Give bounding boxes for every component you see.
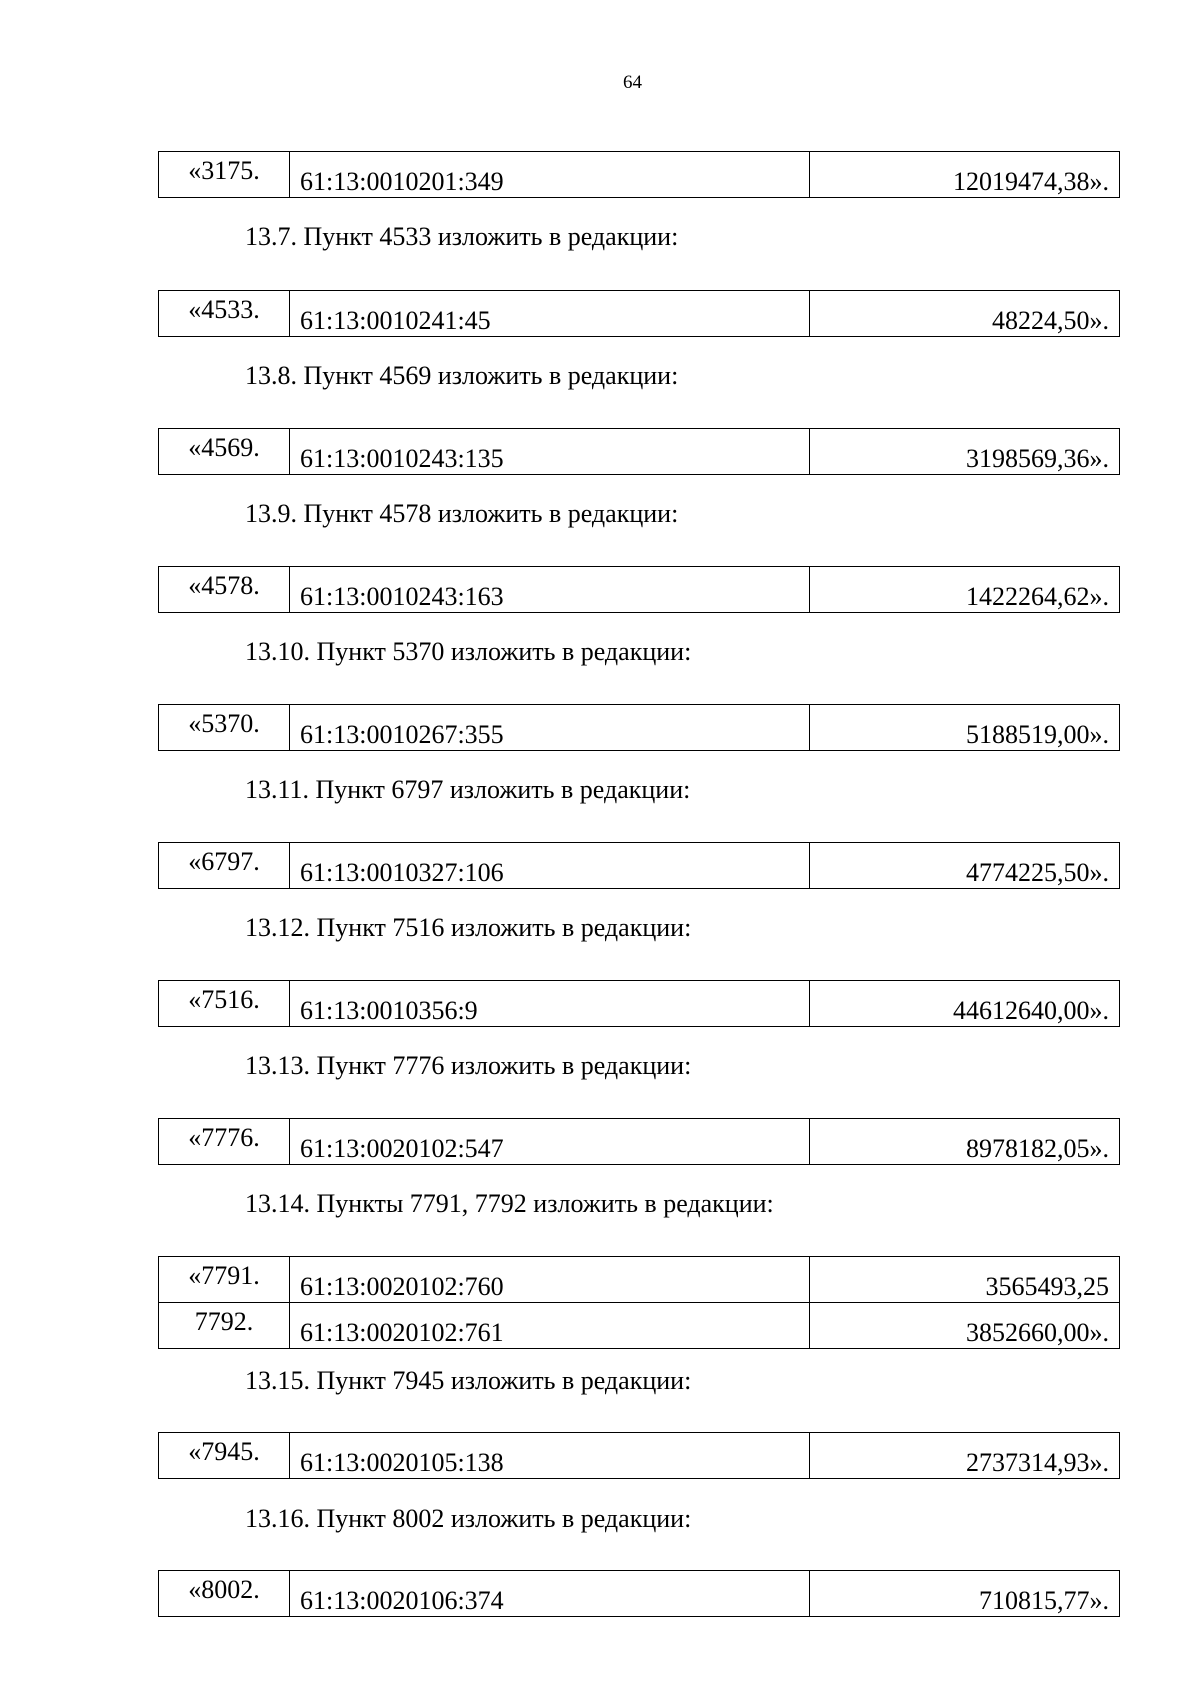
table-row bbox=[159, 1257, 1120, 1303]
cadastral-value-cell: 3198569,36». bbox=[810, 429, 1120, 475]
item-number-cell: «7516. bbox=[159, 981, 290, 1027]
table-row bbox=[159, 567, 1120, 613]
amendment-table bbox=[158, 704, 1120, 751]
table-row bbox=[159, 843, 1120, 889]
item-number-cell: «7945. bbox=[159, 1433, 290, 1479]
table-row bbox=[159, 1303, 1120, 1349]
amendment-heading: 13.9. Пункт 4578 изложить в редакции: bbox=[245, 499, 679, 528]
amendment-heading: 13.15. Пункт 7945 изложить в редакции: bbox=[245, 1366, 692, 1395]
amendment-table bbox=[158, 1118, 1120, 1165]
cadastral-value-cell: 710815,77». bbox=[810, 1571, 1120, 1617]
cadastral-number-cell: 61:13:0020102:760 bbox=[290, 1257, 810, 1303]
page-number: 64 bbox=[623, 72, 642, 93]
cadastral-value-cell: 44612640,00». bbox=[810, 981, 1120, 1027]
cadastral-number-cell: 61:13:0010243:163 bbox=[290, 567, 810, 613]
item-number-cell: «7776. bbox=[159, 1119, 290, 1165]
cadastral-number-cell: 61:13:0020105:138 bbox=[290, 1433, 810, 1479]
cadastral-value-cell: 5188519,00». bbox=[810, 705, 1120, 751]
amendment-heading: 13.7. Пункт 4533 изложить в редакции: bbox=[245, 222, 679, 251]
amendment-table bbox=[158, 1570, 1120, 1617]
cadastral-value-cell: 3852660,00». bbox=[810, 1303, 1120, 1349]
amendment-heading: 13.13. Пункт 7776 изложить в редакции: bbox=[245, 1051, 692, 1080]
amendment-heading: 13.8. Пункт 4569 изложить в редакции: bbox=[245, 361, 679, 390]
item-number-cell: «7791. bbox=[159, 1257, 290, 1303]
table-row bbox=[159, 152, 1120, 198]
item-number-cell: «8002. bbox=[159, 1571, 290, 1617]
amendment-table bbox=[158, 290, 1120, 337]
cadastral-number-cell: 61:13:0010241:45 bbox=[290, 291, 810, 337]
cadastral-number-cell: 61:13:0020102:761 bbox=[290, 1303, 810, 1349]
item-number-cell: «4578. bbox=[159, 567, 290, 613]
item-number-cell: «5370. bbox=[159, 705, 290, 751]
cadastral-number-cell: 61:13:0020102:547 bbox=[290, 1119, 810, 1165]
cadastral-number-cell: 61:13:0010267:355 bbox=[290, 705, 810, 751]
cadastral-value-cell: 12019474,38». bbox=[810, 152, 1120, 198]
item-number-cell: «6797. bbox=[159, 843, 290, 889]
amendment-table bbox=[158, 1432, 1120, 1479]
amendment-heading: 13.16. Пункт 8002 изложить в редакции: bbox=[245, 1504, 692, 1533]
cadastral-value-cell: 3565493,25 bbox=[810, 1257, 1120, 1303]
cadastral-number-cell: 61:13:0010356:9 bbox=[290, 981, 810, 1027]
table-row bbox=[159, 1433, 1120, 1479]
amendment-table bbox=[158, 428, 1120, 475]
table-row bbox=[159, 705, 1120, 751]
item-number-cell: 7792. bbox=[159, 1303, 290, 1349]
table-row bbox=[159, 1571, 1120, 1617]
cadastral-number-cell: 61:13:0010243:135 bbox=[290, 429, 810, 475]
cadastral-value-cell: 48224,50». bbox=[810, 291, 1120, 337]
amendment-table bbox=[158, 151, 1120, 198]
amendment-heading: 13.11. Пункт 6797 изложить в редакции: bbox=[245, 775, 691, 804]
table-row bbox=[159, 291, 1120, 337]
cadastral-number-cell: 61:13:0020106:374 bbox=[290, 1571, 810, 1617]
amendment-heading: 13.12. Пункт 7516 изложить в редакции: bbox=[245, 913, 692, 942]
amendment-table bbox=[158, 980, 1120, 1027]
cadastral-number-cell: 61:13:0010327:106 bbox=[290, 843, 810, 889]
amendment-table bbox=[158, 842, 1120, 889]
cadastral-value-cell: 4774225,50». bbox=[810, 843, 1120, 889]
cadastral-value-cell: 8978182,05». bbox=[810, 1119, 1120, 1165]
item-number-cell: «4533. bbox=[159, 291, 290, 337]
amendment-heading: 13.10. Пункт 5370 изложить в редакции: bbox=[245, 637, 692, 666]
item-number-cell: «4569. bbox=[159, 429, 290, 475]
amendment-table bbox=[158, 566, 1120, 613]
item-number-cell: «3175. bbox=[159, 152, 290, 198]
table-row bbox=[159, 429, 1120, 475]
cadastral-value-cell: 2737314,93». bbox=[810, 1433, 1120, 1479]
cadastral-number-cell: 61:13:0010201:349 bbox=[290, 152, 810, 198]
amendment-table bbox=[158, 1256, 1120, 1349]
cadastral-value-cell: 1422264,62». bbox=[810, 567, 1120, 613]
table-row bbox=[159, 981, 1120, 1027]
amendment-heading: 13.14. Пункты 7791, 7792 изложить в редакции: bbox=[245, 1189, 774, 1218]
table-row bbox=[159, 1119, 1120, 1165]
